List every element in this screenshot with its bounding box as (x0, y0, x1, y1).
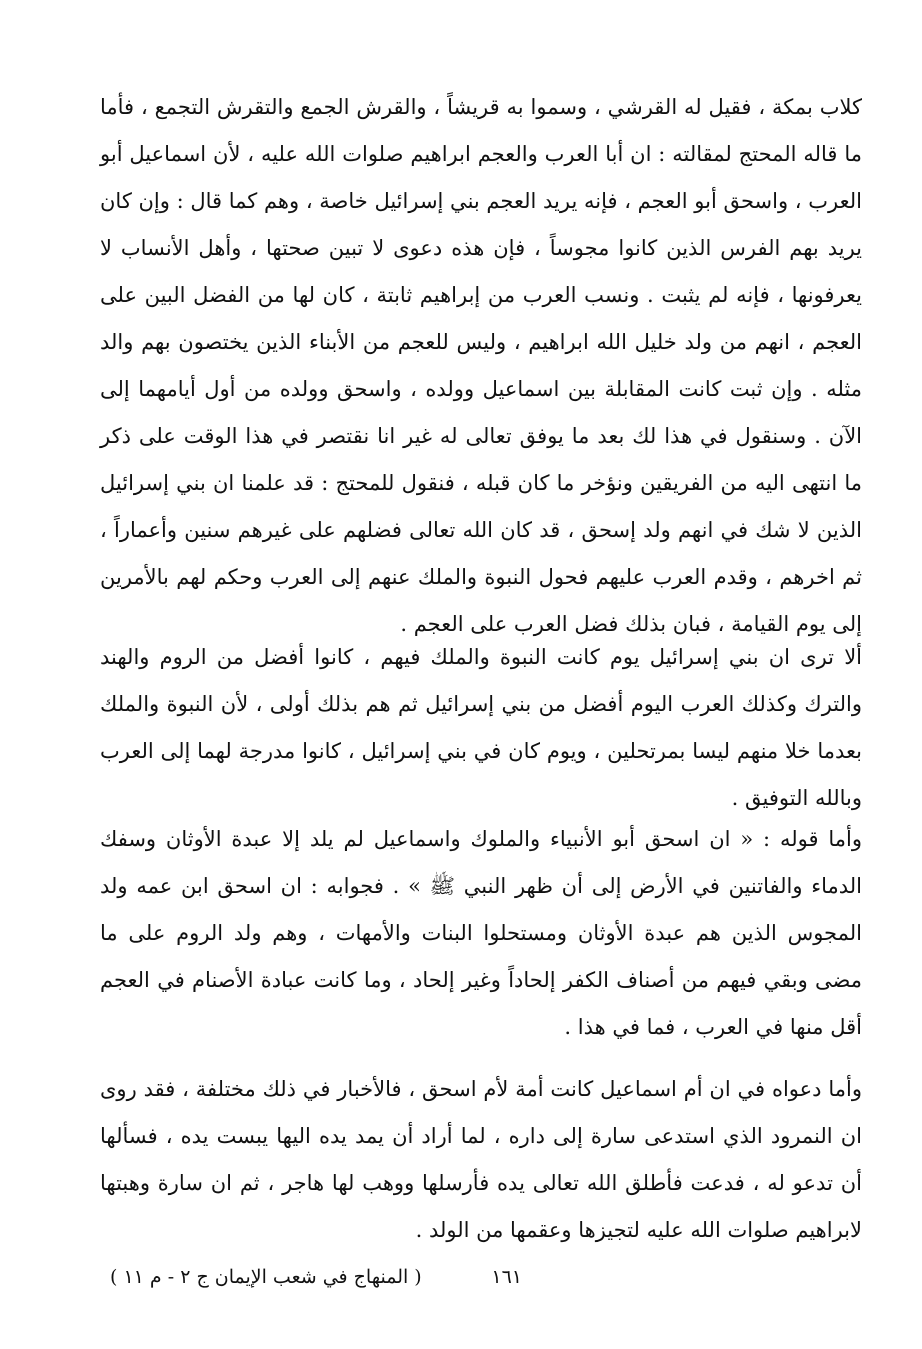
body-paragraph-4: وأما دعواه في ان أم اسماعيل كانت أمة لأم اسحق ، فالأخبار في ذلك مختلفة ، فقد روى ان النمرود الذي استدعى سارة إلى داره ، لما أراد أن يمد يده اليها يبست يده ، فسألها أن تدعو له ، فدعت فأطلق الله تعالى يده فأرسلها ووهب لها هاجر ، ثم ان سارة وهبتها لابراهيم صلوات الله عليه لتجيزها وعقمها من الولد . (100, 1077, 862, 1242)
page-footer (100, 1266, 862, 1296)
page-number: ١٦١ (491, 1266, 522, 1288)
body-paragraph-2: ألا ترى ان بني إسرائيل يوم كانت النبوة والملك فيهم ، كانوا أفضل من الروم والهند والترك وكذلك العرب اليوم أفضل من بني إسرائيل ثم هم بذلك أولى ، لأن النبوة والملك بعدما خلا منهم ليسا بمرتحلين ، ويوم كان في بني إسرائيل ، كانوا مدرجة لهما إلى العرب وبالله التوفيق . (100, 645, 862, 810)
body-paragraph-3: وأما قوله : « ان اسحق أبو الأنبياء والملوك واسماعيل لم يلد إلا عبدة الأوثان وسفك الدماء والفاتنين في الأرض إلى أن ظهر النبي ﷺ » . فجوابه : ان اسحق ابن عمه ولد المجوس الذين هم عبدة الأوثان ومستحلوا البنات والأمهات ، وهم ولد الروم على ما مضى وبقي فيهم من أصناف الكفر إلحاداً وغير إلحاد ، وما كانت عبادة الأصنام في العجم أقل منها في العرب ، فما في هذا . (100, 827, 862, 1039)
source-reference: ( المنهاج في شعب الإيمان ج ٢ - م ١١ ) (110, 1266, 422, 1288)
body-paragraph-1: كلاب بمكة ، فقيل له القرشي ، وسموا به قريشاً ، والقرش الجمع والتقرش التجمع ، فأما ما قاله المحتج لمقالته : ان أبا العرب والعجم ابراهيم صلوات الله عليه ، لأن اسماعيل أبو العرب ، واسحق أبو العجم ، فإنه يريد العجم بني إسرائيل خاصة ، وهم كما قال : وإن كان يريد بهم الفرس الذين كانوا مجوساً ، فإن هذه دعوى لا تبين صحتها ، وأهل الأنساب لا يعرفونها ، فإنه لم يثبت . ونسب العرب من إبراهيم ثابتة ، كان لها من الفضل البين على العجم ، انهم من ولد خليل الله ابراهيم ، وليس للعجم من الأبناء الذين يختصون بهم والد مثله . وإن ثبت كانت المقابلة بين اسماعيل وولده ، واسحق وولده من أول أيامهما إلى الآن . وسنقول في هذا لك بعد ما يوفق تعالى له غير انا نقتصر في هذا الوقت على ذكر ما انتهى اليه من الفريقين ونؤخر ما كان قبله ، فنقول للمحتج : قد علمنا ان بني إسرائيل الذين لا شك في انهم ولد إسحق ، قد كان الله تعالى فضلهم على غيرهم سنين وأعماراً ، ثم اخرهم ، وقدم العرب عليهم فحول النبوة والملك عنهم إلى العرب وحكم لهم بالأمرين إلى يوم القيامة ، فبان بذلك فضل العرب على العجم . (100, 95, 862, 636)
